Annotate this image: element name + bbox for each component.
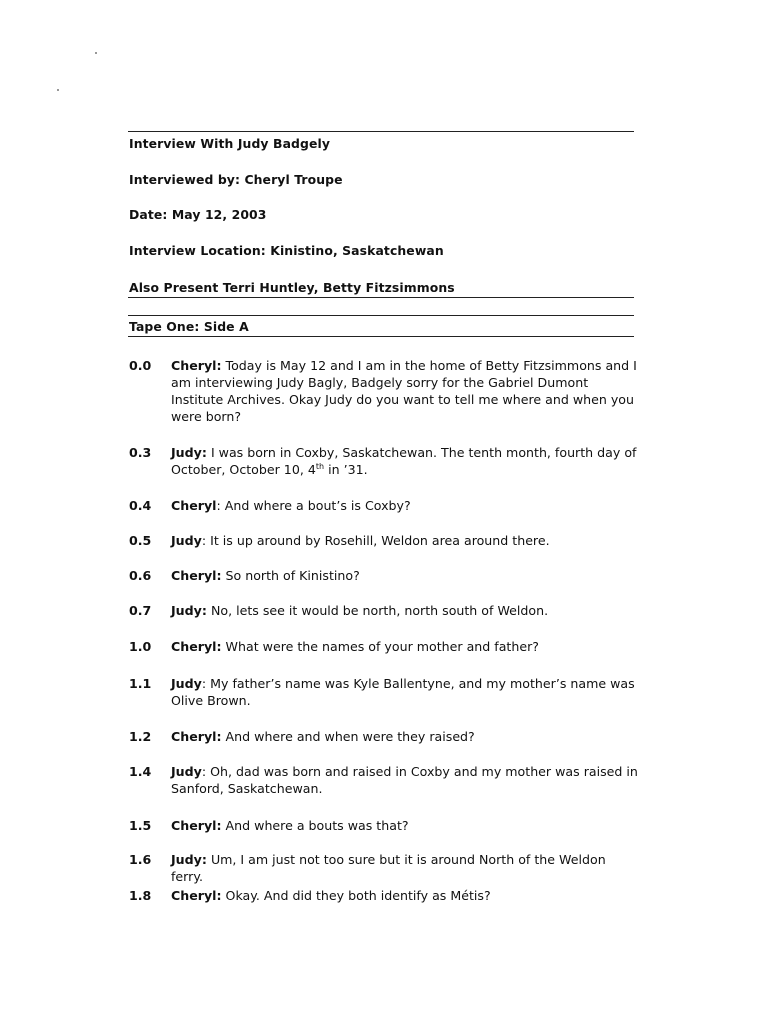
entry-time: 1.1 bbox=[129, 676, 152, 691]
transcript-entry bbox=[129, 444, 639, 478]
entry-text: So north of Kinistino? bbox=[225, 568, 360, 583]
transcript-entry bbox=[129, 851, 639, 885]
entry-text: And where a bouts was that? bbox=[225, 818, 409, 833]
entry-speaker: Cheryl bbox=[171, 498, 217, 513]
transcript-entry bbox=[129, 817, 639, 834]
transcript-entry bbox=[129, 887, 639, 904]
entry-speaker: Judy bbox=[171, 676, 202, 691]
entry-text: Today is May 12 and I am in the home of Betty Fitzsimmons and I am interviewing Judy Bagly, Badgely sorry for the Gabriel Dumont Institute Archives. Okay Judy do you want to tell me where and when you were born? bbox=[171, 358, 637, 424]
entry-text: in ’31. bbox=[324, 462, 368, 477]
entry-speaker: Judy: bbox=[171, 852, 207, 867]
entry-text: What were the names of your mother and father? bbox=[225, 639, 539, 654]
scan-speck bbox=[57, 89, 59, 91]
interview-title: Interview With Judy Badgely bbox=[129, 136, 330, 151]
entry-time: 0.7 bbox=[129, 603, 152, 618]
entry-text: No, lets see it would be north, north south of Weldon. bbox=[210, 603, 549, 618]
entry-text: : And where a bout’s is Coxby? bbox=[216, 498, 411, 513]
entry-time: 0.0 bbox=[129, 358, 152, 373]
entry-speaker: Judy: bbox=[171, 603, 207, 618]
transcript-entry bbox=[129, 567, 639, 584]
transcript-entry bbox=[129, 675, 639, 709]
entry-time: 1.6 bbox=[129, 852, 152, 867]
date-line: Date: May 12, 2003 bbox=[129, 207, 267, 222]
entry-speaker: Cheryl: bbox=[171, 818, 222, 833]
entry-speaker: Cheryl: bbox=[171, 568, 222, 583]
entry-time: 0.3 bbox=[129, 445, 152, 460]
transcript-entry bbox=[129, 728, 639, 745]
entry-time: 1.4 bbox=[129, 764, 152, 779]
entry-speaker: Cheryl: bbox=[171, 639, 222, 654]
entry-time: 1.0 bbox=[129, 639, 152, 654]
entry-text: I was born in Coxby, Saskatchewan. The tenth month, fourth day of October, October 10, 4 bbox=[171, 445, 637, 477]
entry-speaker: Cheryl: bbox=[171, 729, 222, 744]
transcript-entry bbox=[129, 602, 639, 619]
transcript-entry bbox=[129, 638, 639, 655]
also-present-line: Also Present Terri Huntley, Betty Fitzsimmons bbox=[129, 280, 455, 295]
entry-time: 1.5 bbox=[129, 818, 152, 833]
ordinal-suffix: th bbox=[315, 461, 325, 471]
tape-overline bbox=[128, 315, 634, 316]
entry-text: : My father’s name was Kyle Ballentyne, and my mother’s name was Olive Brown. bbox=[171, 676, 635, 708]
location-line: Interview Location: Kinistino, Saskatchewan bbox=[129, 243, 444, 258]
entry-time: 0.4 bbox=[129, 498, 152, 513]
entry-text: : Oh, dad was born and raised in Coxby and my mother was raised in Sanford, Saskatchewan. bbox=[171, 764, 638, 796]
entry-speaker: Cheryl: bbox=[171, 358, 222, 373]
entry-time: 1.2 bbox=[129, 729, 152, 744]
entry-speaker: Cheryl: bbox=[171, 888, 222, 903]
entry-text: : It is up around by Rosehill, Weldon area around there. bbox=[201, 533, 550, 548]
entry-time: 0.6 bbox=[129, 568, 152, 583]
transcript-entry bbox=[129, 532, 639, 549]
transcript-entry bbox=[129, 357, 639, 425]
present-underline bbox=[128, 297, 634, 298]
entry-text: Um, I am just not too sure but it is around North of the Weldon ferry. bbox=[171, 852, 606, 884]
entry-text: And where and when were they raised? bbox=[225, 729, 475, 744]
transcript-entry bbox=[129, 497, 639, 514]
entry-time: 1.8 bbox=[129, 888, 152, 903]
entry-text: Okay. And did they both identify as Métis? bbox=[225, 888, 491, 903]
entry-speaker: Judy bbox=[171, 533, 202, 548]
interviewer-line: Interviewed by: Cheryl Troupe bbox=[129, 172, 343, 187]
entry-time: 0.5 bbox=[129, 533, 152, 548]
tape-label: Tape One: Side A bbox=[129, 319, 249, 334]
top-rule bbox=[128, 131, 634, 132]
scan-speck bbox=[95, 52, 97, 54]
entry-speaker: Judy bbox=[171, 764, 202, 779]
transcript-entry bbox=[129, 763, 639, 797]
entry-speaker: Judy: bbox=[171, 445, 207, 460]
tape-underline bbox=[128, 336, 634, 337]
